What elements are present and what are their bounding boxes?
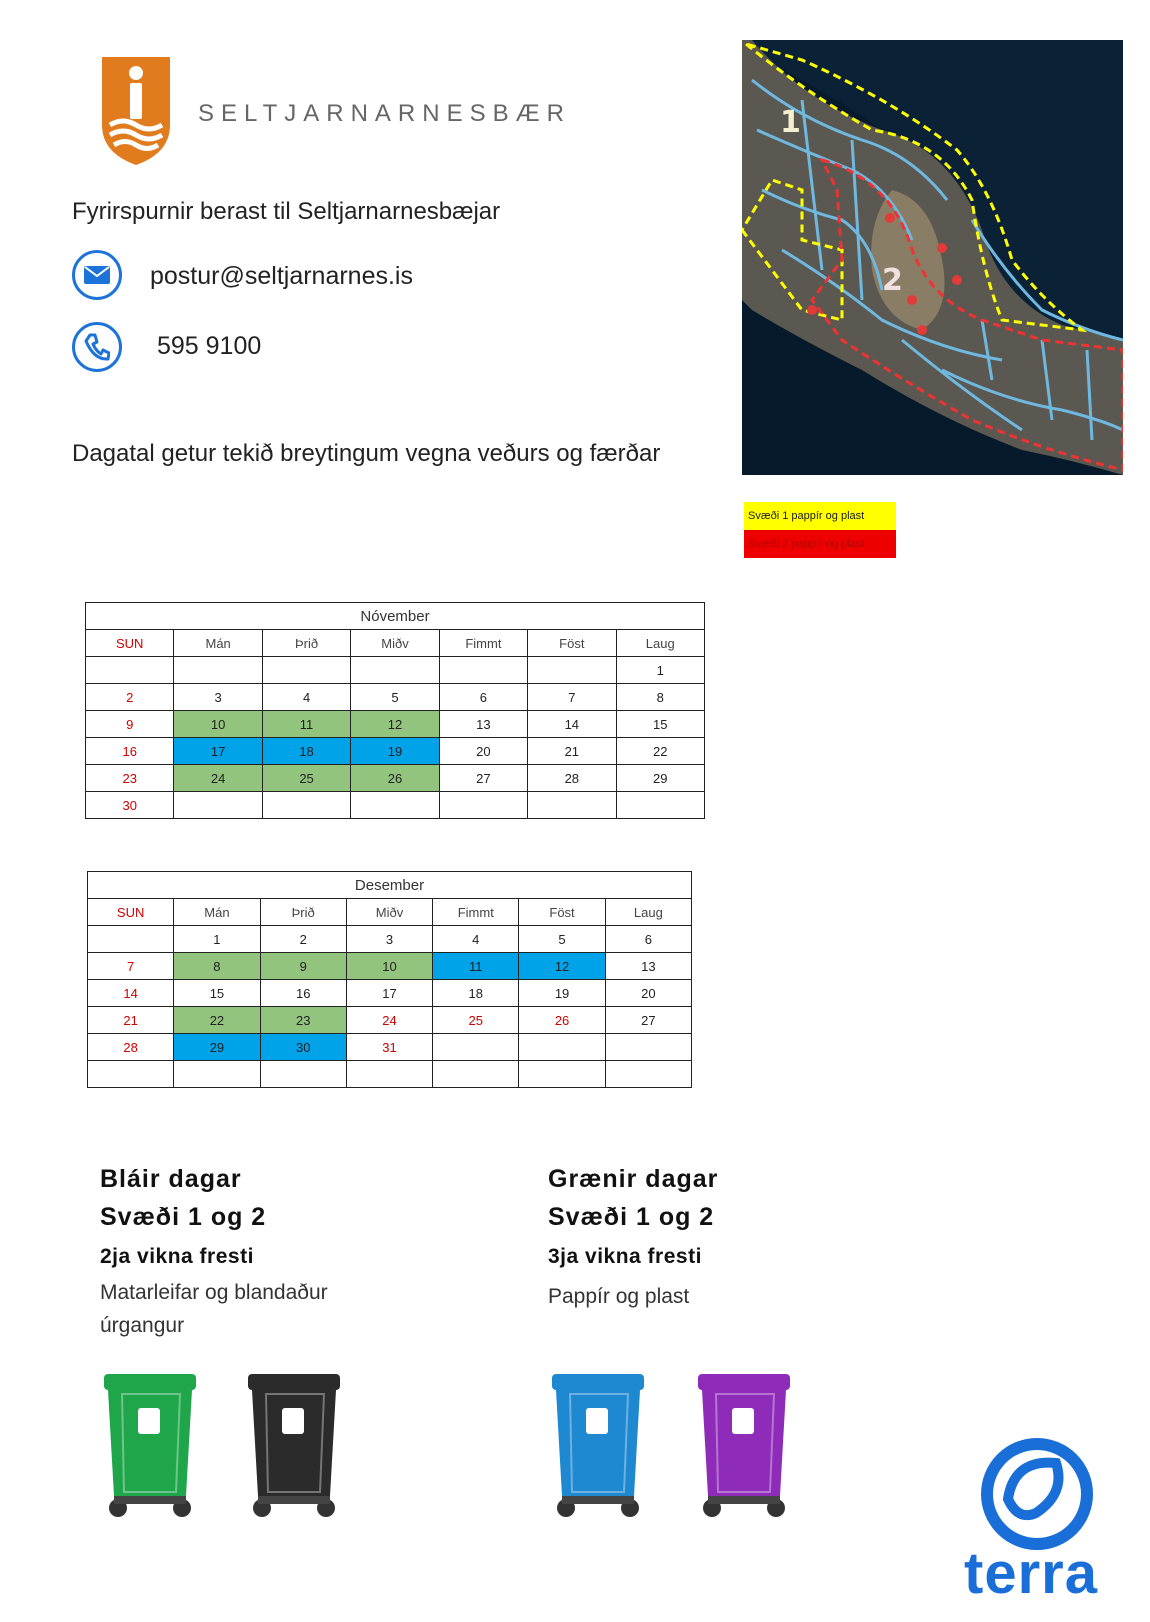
calendar-day-cell: 3 — [346, 926, 432, 953]
calendar-day-cell — [88, 926, 174, 953]
calendar-week-row — [86, 738, 705, 765]
calendar-day-cell: 21 — [88, 1007, 174, 1034]
calendar-day-cell — [262, 792, 350, 819]
calendar-day-cell: 13 — [605, 953, 691, 980]
weekday-header: SUN — [88, 899, 174, 926]
calendar-day-cell: 17 — [346, 980, 432, 1007]
calendar-day-cell — [519, 1061, 605, 1088]
terra-wordmark: terra — [964, 1541, 1098, 1606]
calendar-day-cell — [605, 1061, 691, 1088]
inquiry-text: Fyrirspurnir berast til Seltjarnarnesbæjar — [72, 198, 501, 225]
calendar-day-cell: 19 — [519, 980, 605, 1007]
calendar-day-cell — [174, 657, 262, 684]
calendar-week-row — [88, 1034, 692, 1061]
brand-name: SELTJARNARNESBÆR — [198, 100, 571, 127]
calendar-day-cell: 7 — [88, 953, 174, 980]
calendar-day-cell: 26 — [519, 1007, 605, 1034]
weekday-header: Miðv — [351, 630, 439, 657]
calendar-day-cell: 4 — [433, 926, 519, 953]
calendar-day-cell: 27 — [605, 1007, 691, 1034]
calendar-week-row — [86, 711, 705, 738]
november-calendar — [85, 602, 705, 819]
legend-zone-1: Svæði 1 pappír og plast — [744, 502, 896, 530]
calendar-day-cell: 18 — [433, 980, 519, 1007]
calendar-day-cell: 28 — [528, 765, 616, 792]
calendar-day-cell: 30 — [260, 1034, 346, 1061]
calendar-day-cell: 9 — [86, 711, 174, 738]
zone-map — [742, 40, 1123, 475]
calendar-day-cell: 1 — [616, 657, 704, 684]
calendar-day-cell: 11 — [262, 711, 350, 738]
phone-number[interactable]: 595 9100 — [157, 332, 262, 360]
calendar-week-row — [86, 765, 705, 792]
map-zone-2-label: 2 — [882, 263, 903, 298]
weekday-header: Fimmt — [439, 630, 527, 657]
calendar-day-cell: 13 — [439, 711, 527, 738]
green-days-frequency: 3ja vikna fresti — [548, 1245, 702, 1268]
calendar-day-cell — [528, 657, 616, 684]
calendar-day-cell: 10 — [346, 953, 432, 980]
calendar-day-cell: 22 — [616, 738, 704, 765]
calendar-day-cell — [346, 1061, 432, 1088]
calendar-day-cell — [528, 792, 616, 819]
weekday-header: Miðv — [346, 899, 432, 926]
calendar-day-cell — [433, 1061, 519, 1088]
calendar-day-cell: 19 — [351, 738, 439, 765]
calendar-week-row — [88, 926, 692, 953]
weekday-header: Laug — [616, 630, 704, 657]
calendar-day-cell — [86, 657, 174, 684]
calendar-day-cell: 2 — [86, 684, 174, 711]
weekday-header: Þrið — [260, 899, 346, 926]
calendar-month-title: Nóvember — [86, 603, 705, 630]
calendar-day-cell: 23 — [260, 1007, 346, 1034]
calendar-day-cell: 9 — [260, 953, 346, 980]
green-days-zone: Svæði 1 og 2 — [548, 1203, 715, 1231]
calendar-day-cell: 21 — [528, 738, 616, 765]
green-days-description: Pappír og plast — [548, 1285, 690, 1308]
calendar-day-cell: 2 — [260, 926, 346, 953]
calendar-week-row — [88, 980, 692, 1007]
calendar-day-cell: 30 — [86, 792, 174, 819]
calendar-day-cell: 7 — [528, 684, 616, 711]
terra-logo-icon — [978, 1435, 1096, 1553]
calendar-day-cell: 4 — [262, 684, 350, 711]
calendar-day-cell: 16 — [260, 980, 346, 1007]
calendar-day-cell: 18 — [262, 738, 350, 765]
calendar-day-cell: 29 — [616, 765, 704, 792]
blue-days-description: Matarleifar og blandaður úrgangur — [100, 1281, 328, 1337]
calendar-day-cell — [260, 1061, 346, 1088]
food-waste-bin-icon — [100, 1368, 200, 1523]
calendar-day-cell: 20 — [439, 738, 527, 765]
weekday-header: Þrið — [262, 630, 350, 657]
calendar-day-cell — [88, 1061, 174, 1088]
calendar-day-cell — [439, 657, 527, 684]
calendar-day-cell: 15 — [616, 711, 704, 738]
map-zone-1-label: 1 — [780, 105, 801, 140]
calendar-day-cell — [174, 1061, 260, 1088]
calendar-day-cell: 27 — [439, 765, 527, 792]
calendar-day-cell — [439, 792, 527, 819]
calendar-week-row — [88, 1007, 692, 1034]
calendar-day-cell: 6 — [605, 926, 691, 953]
weekday-header: Laug — [605, 899, 691, 926]
calendar-day-cell: 8 — [616, 684, 704, 711]
plastic-bin-icon — [694, 1368, 794, 1523]
blue-days-frequency: 2ja vikna fresti — [100, 1245, 254, 1268]
blue-days-title: Bláir dagar — [100, 1165, 242, 1193]
calendar-day-cell: 12 — [519, 953, 605, 980]
weekday-header: SUN — [86, 630, 174, 657]
mixed-waste-bin-icon — [244, 1368, 344, 1523]
calendar-day-cell: 23 — [86, 765, 174, 792]
calendar-day-cell — [433, 1034, 519, 1061]
calendar-day-cell — [605, 1034, 691, 1061]
december-calendar — [87, 871, 692, 1088]
calendar-day-cell: 5 — [351, 684, 439, 711]
calendar-day-cell — [262, 657, 350, 684]
phone-icon — [72, 322, 122, 372]
calendar-month-title: Desember — [88, 872, 692, 899]
calendar-day-cell: 29 — [174, 1034, 260, 1061]
calendar-day-cell — [351, 657, 439, 684]
calendar-day-cell — [616, 792, 704, 819]
weekday-header: Föst — [528, 630, 616, 657]
calendar-week-row — [86, 657, 705, 684]
calendar-week-row — [88, 1061, 692, 1088]
calendar-day-cell: 25 — [262, 765, 350, 792]
calendar-day-cell: 26 — [351, 765, 439, 792]
calendar-day-cell: 14 — [528, 711, 616, 738]
calendar-day-cell: 16 — [86, 738, 174, 765]
map-legend — [744, 502, 896, 558]
calendar-day-cell: 8 — [174, 953, 260, 980]
weekday-header: Mán — [174, 899, 260, 926]
seltjarnarnes-logo — [100, 55, 172, 167]
legend-zone-2: Svæði 2 pappír og plast — [744, 530, 896, 558]
green-days-title: Grænir dagar — [548, 1165, 719, 1193]
blue-days-zone: Svæði 1 og 2 — [100, 1203, 267, 1231]
calendar-day-cell: 28 — [88, 1034, 174, 1061]
calendar-day-cell: 11 — [433, 953, 519, 980]
calendar-day-cell: 1 — [174, 926, 260, 953]
calendar-day-cell: 20 — [605, 980, 691, 1007]
calendar-day-cell: 15 — [174, 980, 260, 1007]
calendar-day-cell: 6 — [439, 684, 527, 711]
calendar-week-row — [86, 684, 705, 711]
weekday-header: Mán — [174, 630, 262, 657]
calendar-day-cell: 24 — [346, 1007, 432, 1034]
calendar-day-cell: 25 — [433, 1007, 519, 1034]
calendar-day-cell: 12 — [351, 711, 439, 738]
calendar-day-cell: 22 — [174, 1007, 260, 1034]
mail-icon — [72, 250, 122, 300]
calendar-notice: Dagatal getur tekið breytingum vegna veðurs og færðar — [72, 440, 661, 467]
calendar-day-cell: 17 — [174, 738, 262, 765]
weekday-header: Föst — [519, 899, 605, 926]
calendar-day-cell: 24 — [174, 765, 262, 792]
calendar-day-cell: 10 — [174, 711, 262, 738]
paper-bin-icon — [548, 1368, 648, 1523]
calendar-day-cell — [519, 1034, 605, 1061]
email-address[interactable]: postur@seltjarnarnes.is — [150, 262, 413, 290]
calendar-week-row — [88, 953, 692, 980]
calendar-day-cell — [174, 792, 262, 819]
weekday-header: Fimmt — [433, 899, 519, 926]
calendar-day-cell: 14 — [88, 980, 174, 1007]
calendar-day-cell: 5 — [519, 926, 605, 953]
calendar-week-row — [86, 792, 705, 819]
calendar-day-cell — [351, 792, 439, 819]
calendar-day-cell: 31 — [346, 1034, 432, 1061]
calendar-day-cell: 3 — [174, 684, 262, 711]
